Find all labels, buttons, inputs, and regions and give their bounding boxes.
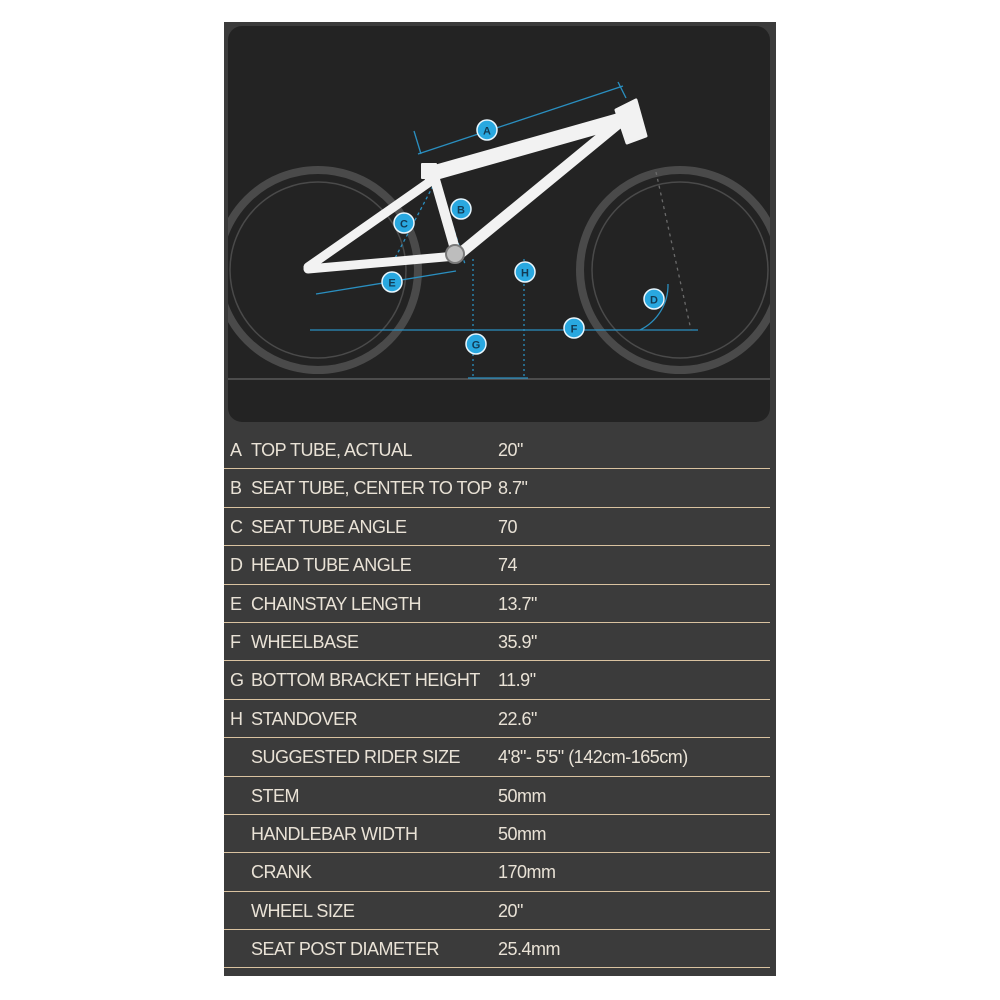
- spec-row-wheelbase: [224, 623, 770, 661]
- spec-row-seat-tube: [224, 469, 770, 507]
- spec-label: STEM: [251, 785, 300, 806]
- spec-row-bb-height: [224, 661, 770, 699]
- marker-b: [451, 199, 471, 219]
- marker-g: [466, 334, 486, 354]
- marker-e-letter: E: [388, 277, 396, 290]
- spec-label: SEAT TUBE, CENTER TO TOP: [251, 478, 492, 499]
- marker-e: [382, 272, 402, 292]
- geometry-panel: [224, 22, 776, 976]
- marker-b-letter: B: [457, 204, 465, 217]
- marker-h-letter: H: [521, 267, 529, 280]
- bottom-bracket: [446, 245, 464, 263]
- geometry-spec-table: [224, 431, 770, 968]
- spec-key: E: [230, 593, 242, 614]
- spec-row-rider-size: [224, 738, 770, 776]
- spec-value: 50mm: [498, 823, 547, 844]
- marker-c-letter: C: [400, 218, 408, 231]
- spec-value: 4'8"- 5'5" (142cm-165cm): [498, 747, 688, 768]
- marker-c: [394, 213, 414, 233]
- frame-diagram-svg: [228, 26, 770, 422]
- spec-key: D: [230, 555, 243, 576]
- spec-value: 70: [498, 516, 518, 537]
- spec-label: HEAD TUBE ANGLE: [251, 555, 412, 576]
- front-wheel: [580, 170, 770, 370]
- spec-label: BOTTOM BRACKET HEIGHT: [251, 670, 480, 691]
- spec-value: 50mm: [498, 785, 547, 806]
- spec-row-top-tube: [224, 431, 770, 469]
- spec-value: 13.7": [498, 593, 537, 614]
- bike-geometry-diagram: [228, 26, 770, 422]
- spec-value: 8.7": [498, 478, 528, 499]
- spec-row-seat-tube-angle: [224, 508, 770, 546]
- spec-label: WHEEL SIZE: [251, 900, 355, 921]
- spec-value: 25.4mm: [498, 939, 561, 960]
- spec-row-chainstay: [224, 585, 770, 623]
- marker-g-letter: G: [471, 339, 481, 352]
- spec-key: F: [230, 631, 241, 652]
- spec-value: 35.9": [498, 631, 537, 652]
- spec-key: A: [230, 440, 242, 460]
- spec-label: CHAINSTAY LENGTH: [251, 593, 422, 614]
- marker-a: [477, 120, 497, 140]
- marker-d-letter: D: [650, 294, 658, 307]
- spec-row-standover: [224, 700, 770, 738]
- spec-key: B: [230, 478, 242, 499]
- spec-label: TOP TUBE, ACTUAL: [251, 440, 413, 460]
- spec-value: 11.9": [498, 670, 536, 691]
- spec-label: STANDOVER: [251, 708, 358, 729]
- spec-label: SUGGESTED RIDER SIZE: [251, 747, 461, 768]
- spec-value: 20": [498, 900, 523, 921]
- marker-f: [564, 318, 584, 338]
- spec-label: SEAT TUBE ANGLE: [251, 516, 407, 537]
- spec-key: G: [230, 670, 244, 691]
- spec-row-crank: [224, 853, 770, 891]
- spec-value: 20": [498, 440, 523, 460]
- spec-value: 170mm: [498, 862, 556, 883]
- spec-row-wheel-size: [224, 892, 770, 930]
- spec-row-stem: [224, 777, 770, 815]
- marker-f-letter: F: [570, 323, 578, 336]
- spec-value: 22.6": [498, 708, 537, 729]
- spec-key: H: [230, 708, 243, 729]
- spec-key: C: [230, 516, 243, 537]
- spec-label: WHEELBASE: [251, 631, 359, 652]
- spec-label: HANDLEBAR WIDTH: [251, 823, 418, 844]
- spec-row-head-tube-angle: [224, 546, 770, 584]
- spec-row-handlebar-width: [224, 815, 770, 853]
- spec-label: CRANK: [251, 862, 312, 883]
- marker-h: [515, 262, 535, 282]
- spec-label: SEAT POST DIAMETER: [251, 939, 440, 960]
- marker-d: [644, 289, 664, 309]
- marker-a-letter: A: [483, 125, 491, 138]
- spec-value: 74: [498, 555, 518, 576]
- spec-row-seat-post: [224, 930, 770, 968]
